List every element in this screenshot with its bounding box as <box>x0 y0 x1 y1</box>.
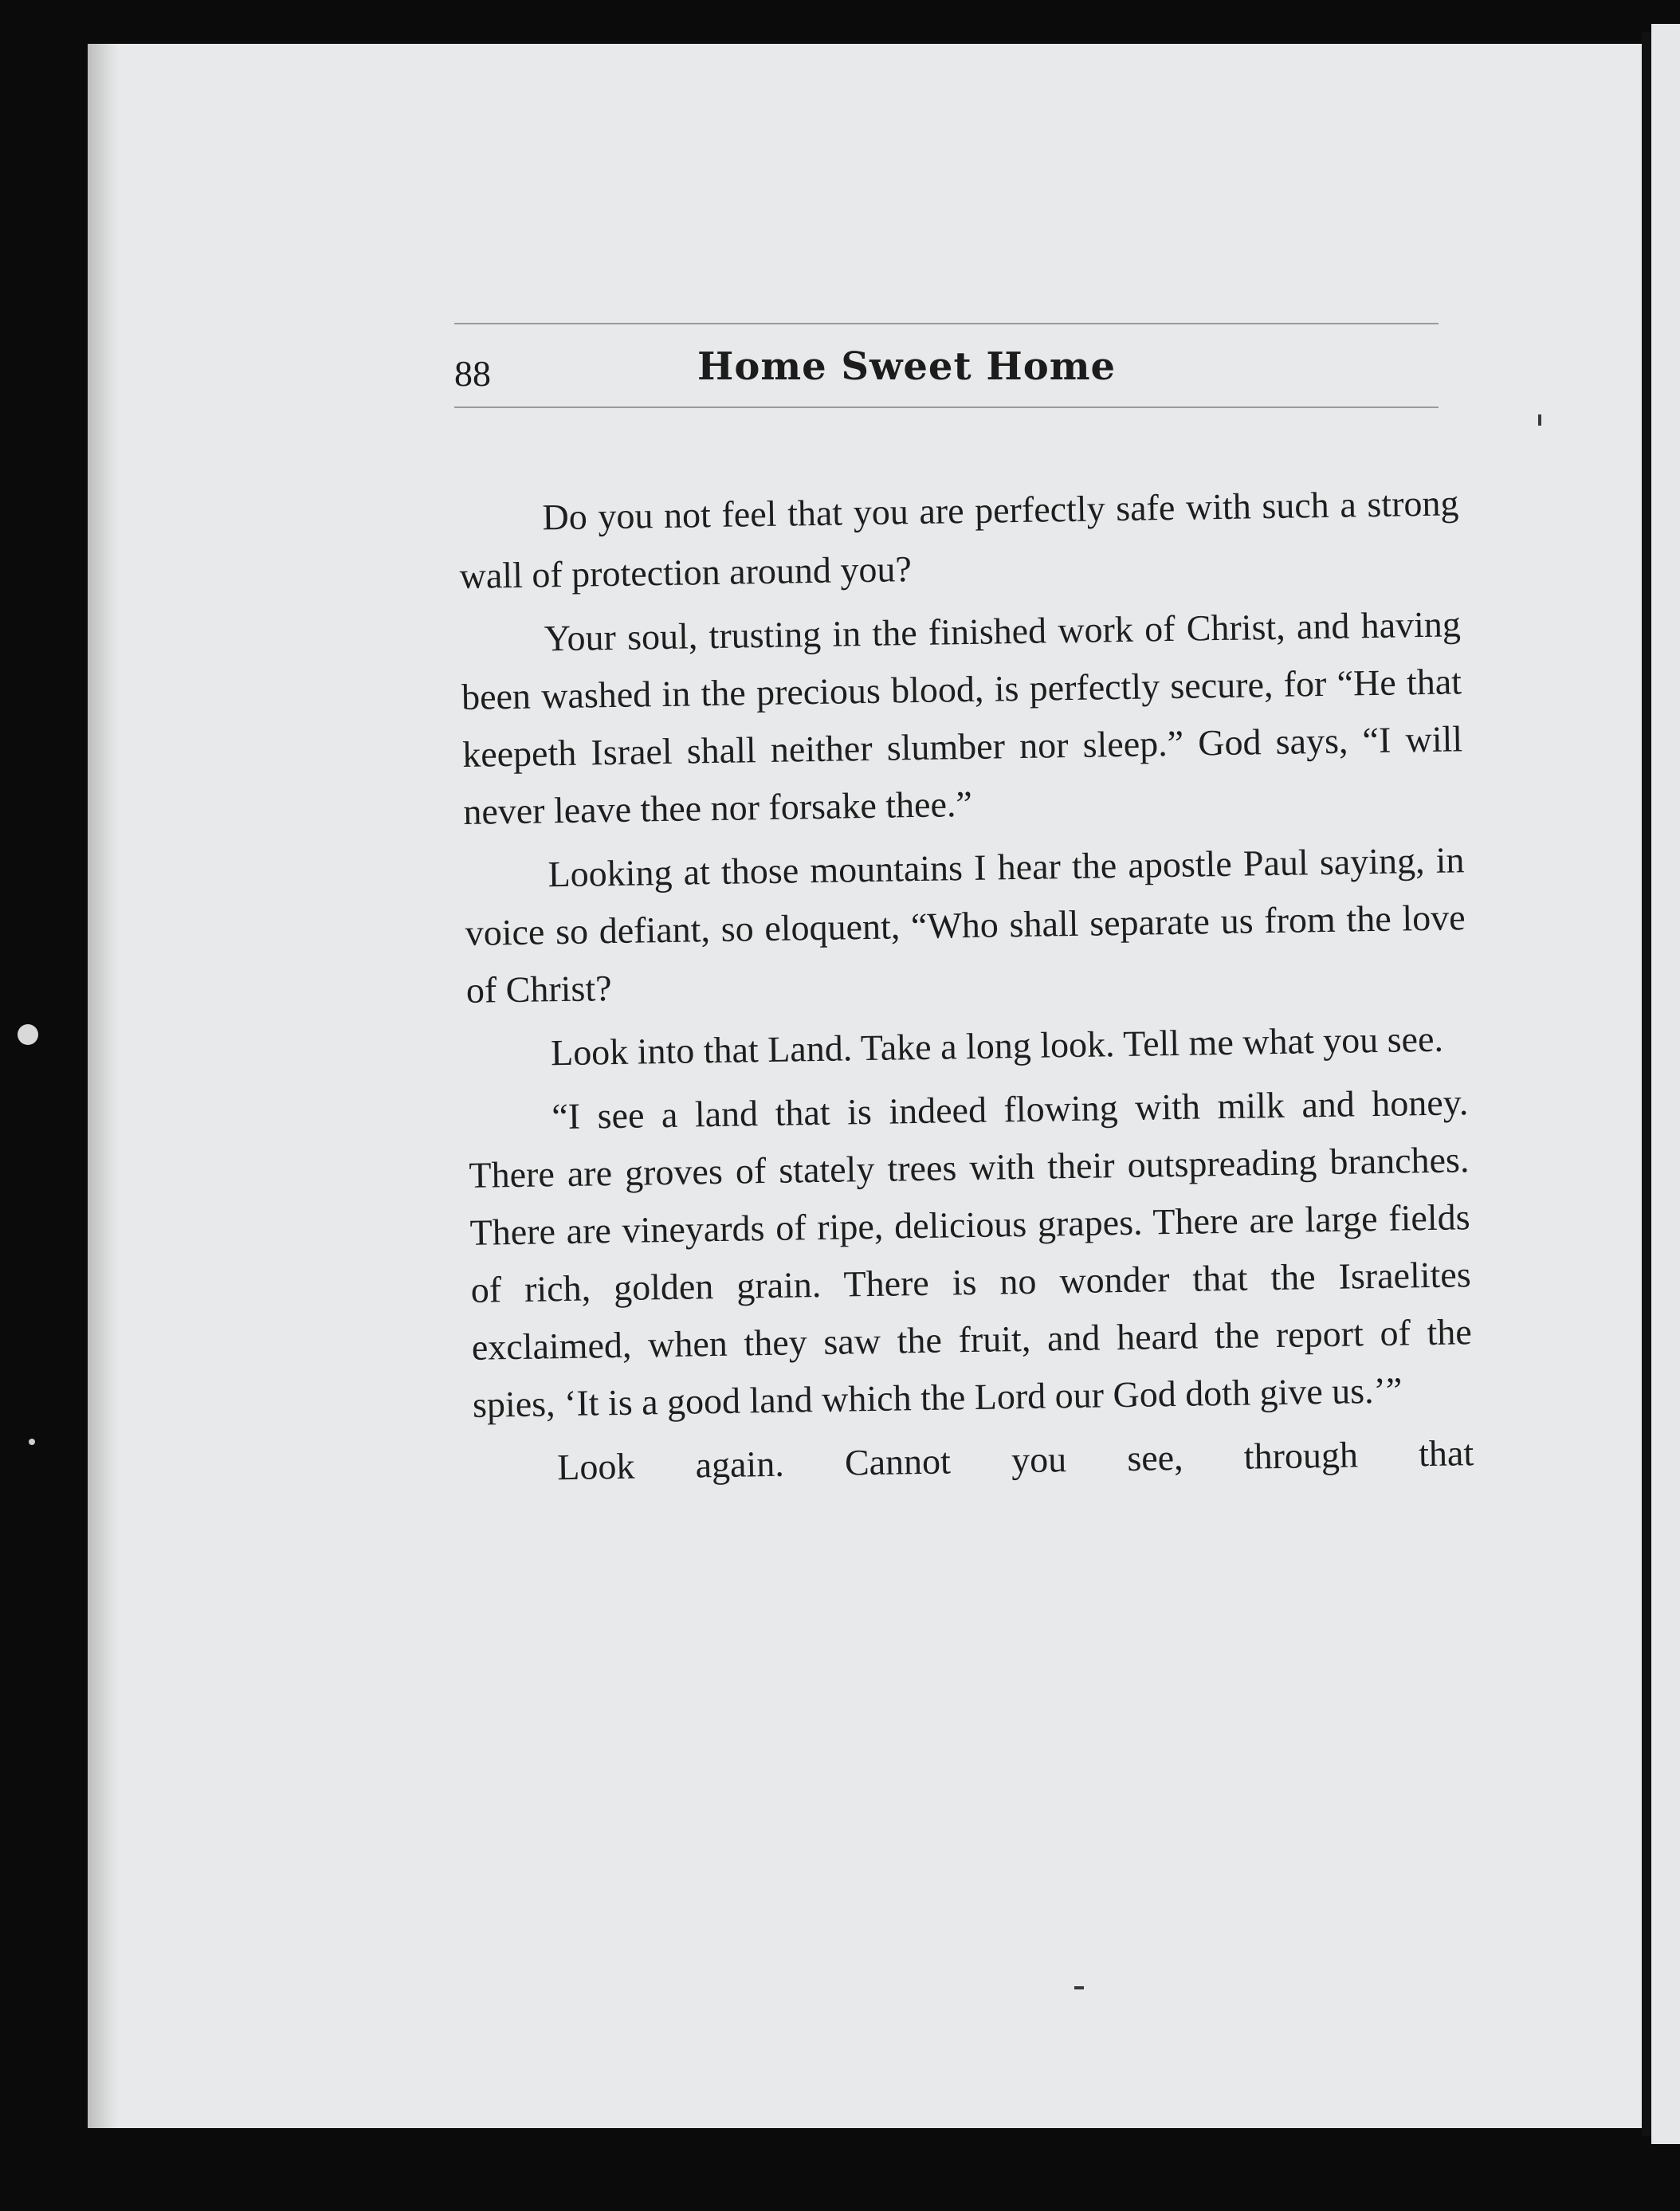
paragraph: Look again. Cannot you see, through that <box>556 1432 1474 1488</box>
scan-artifact <box>29 1439 35 1445</box>
paragraph: Your soul, trusting in the finished work of Christ, and having been washed in the precious blood, is perfectly secure, for “He that keepeth Israel shall neither slumber nor sleep.” God says, “I will never leave thee nor forsake thee.” <box>461 603 1463 832</box>
paragraph: “I see a land that is indeed flowing with milk and honey. There are groves of stately trees with their outspreading branches. There are vineyards of ripe, delicious grapes. There are large fields of rich, golden grain. There is no wonder that the Israelites exclaimed, when they saw the fruit, and heard the report of the spies, ‘It is a good land which the Lord our God doth give us.’” <box>469 1082 1473 1425</box>
scan-artifact <box>1538 414 1541 426</box>
paragraph: Look into that Land. Take a long look. Tell me what you see. <box>550 1018 1444 1074</box>
page-gutter-shadow <box>88 44 118 2128</box>
running-head-title: Home Sweet Home <box>697 344 1117 389</box>
page-number: 88 <box>454 353 491 394</box>
facing-page <box>1651 24 1680 2144</box>
header-rule-top <box>454 323 1439 324</box>
scan-artifact <box>18 1024 38 1045</box>
facing-page-edge <box>1642 32 1651 2136</box>
scan-artifact <box>1074 1986 1084 1989</box>
header-rule-bottom <box>454 406 1439 408</box>
paragraph: Looking at those mountains I hear the apostle Paul saying, in voice so defiant, so eloquent, “Who shall separate us from the love of Christ? <box>465 839 1466 1011</box>
body-text <box>458 474 1474 1504</box>
paragraph: Do you not feel that you are perfectly safe with such a strong wall of protection around you? <box>459 482 1459 596</box>
